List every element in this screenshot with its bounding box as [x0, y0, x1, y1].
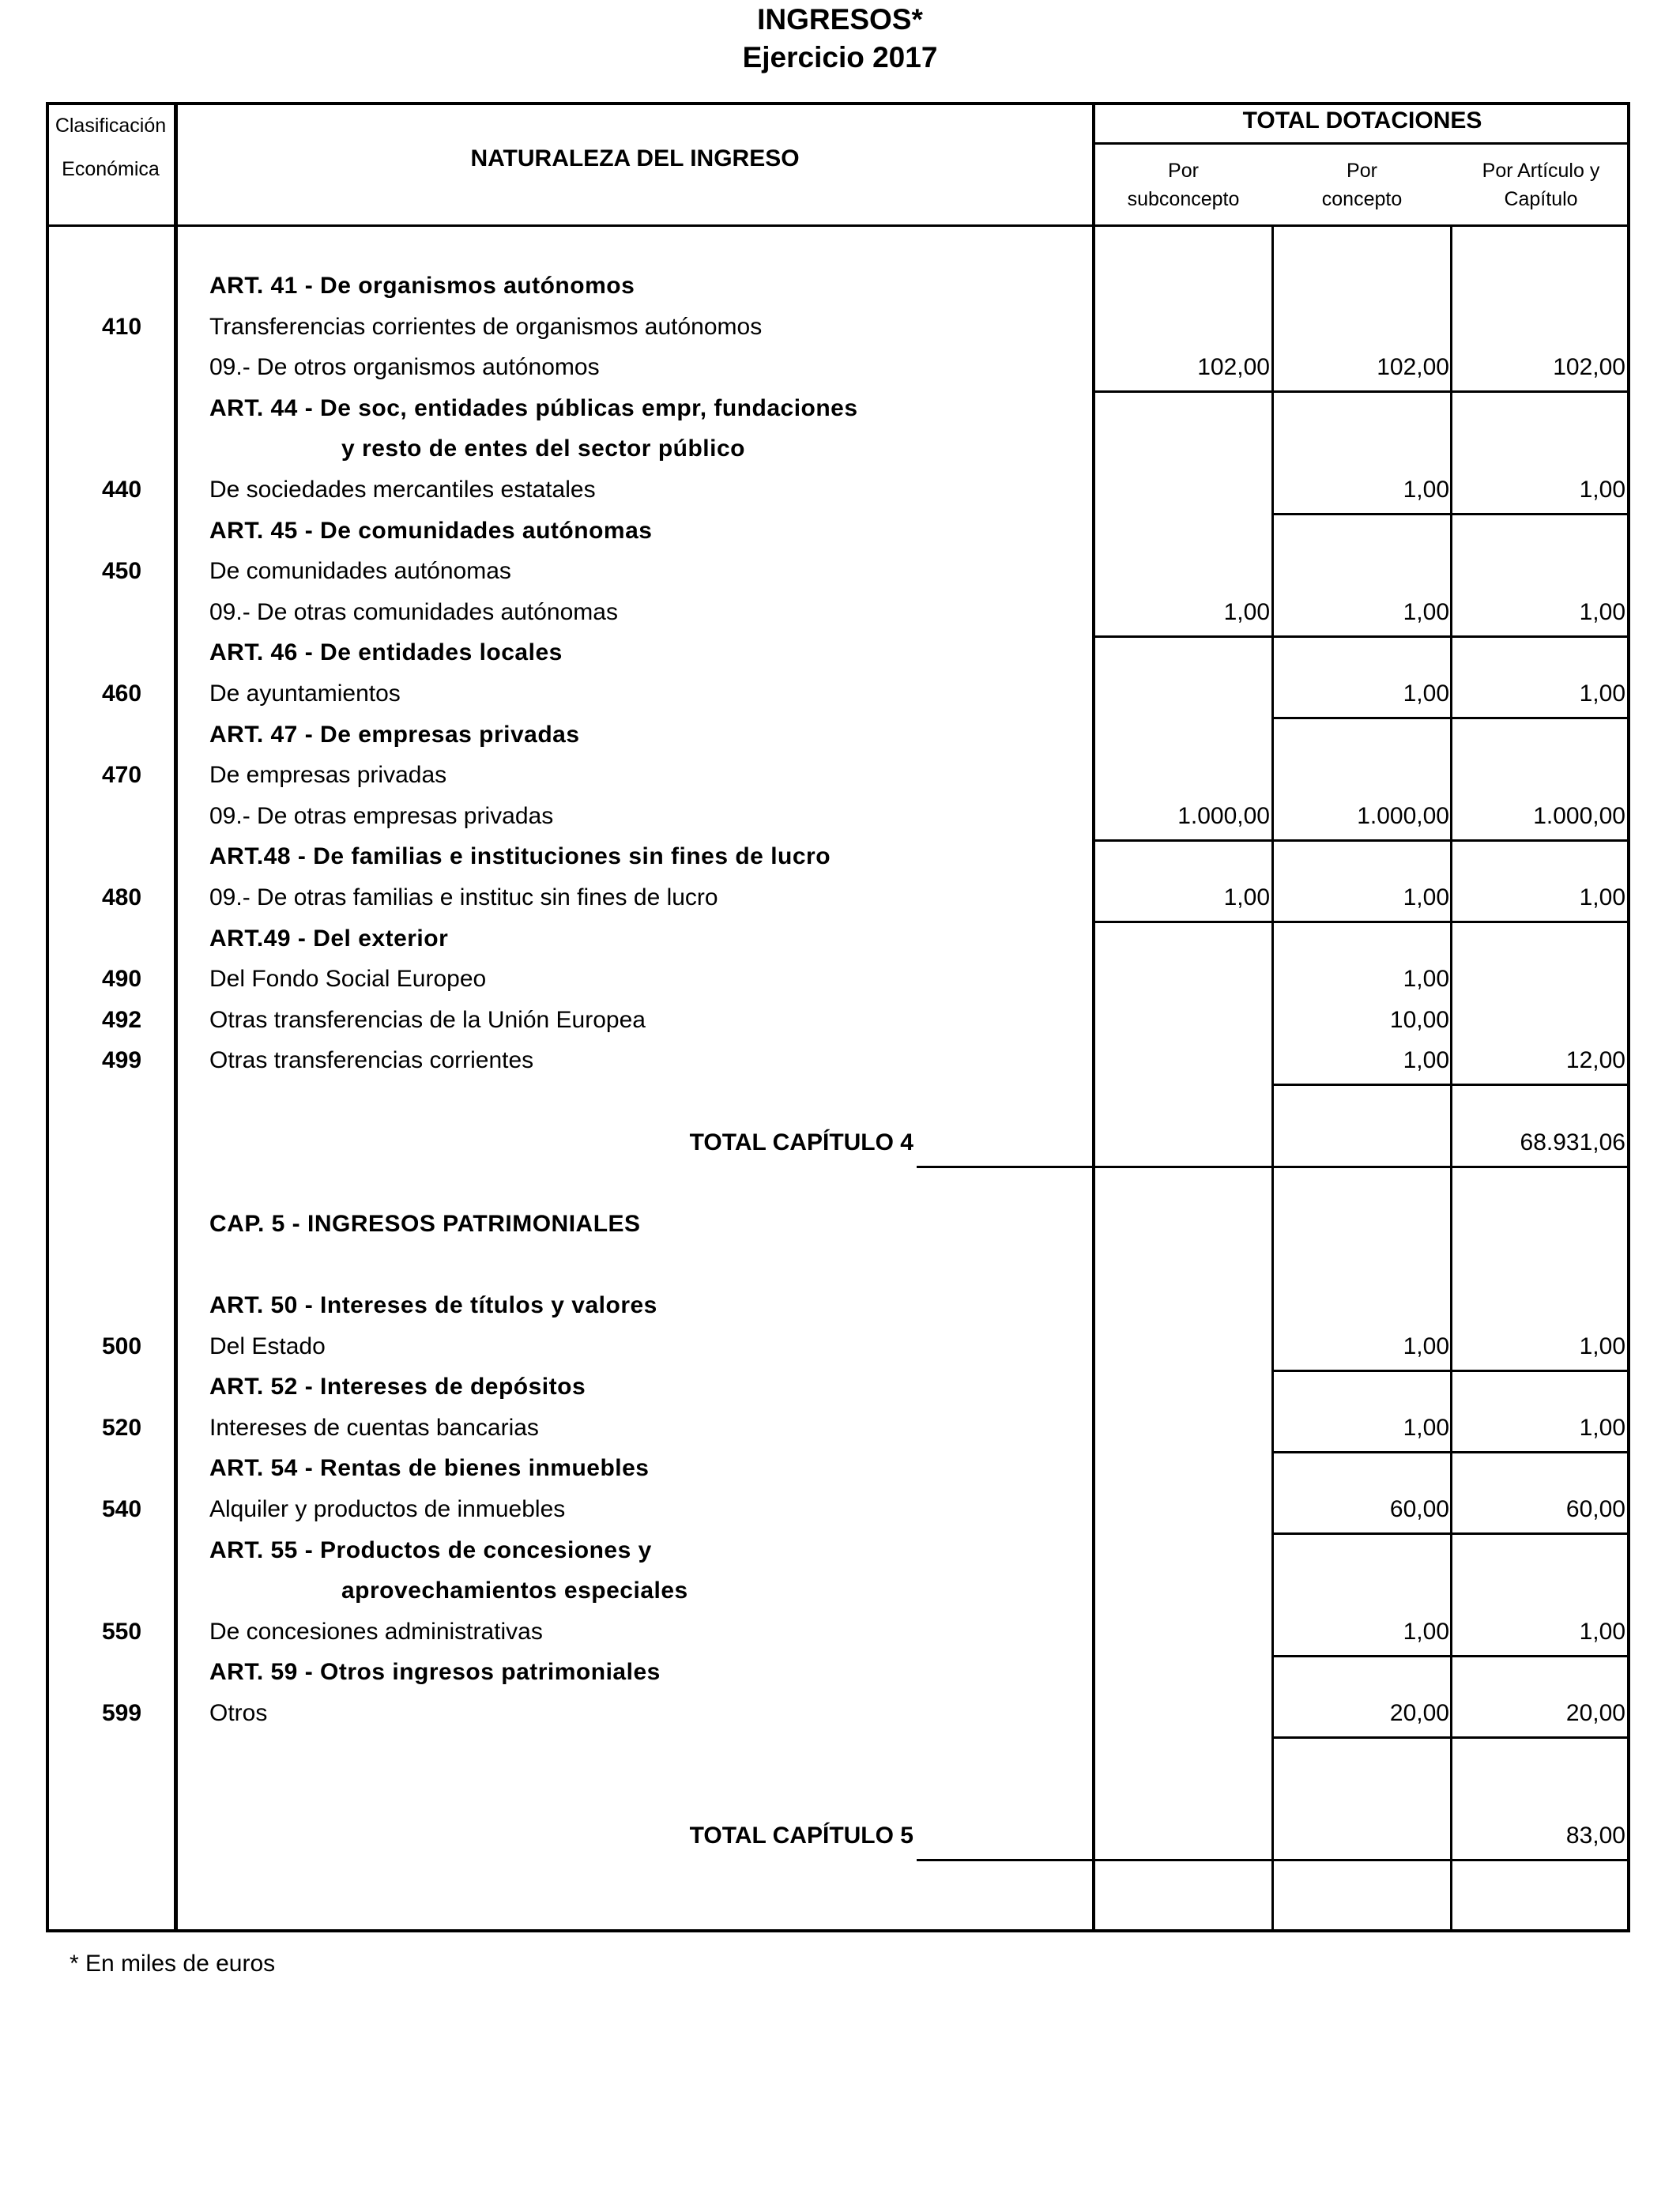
header-rule-bottom [46, 224, 1630, 227]
row-code: 599 [101, 1700, 142, 1726]
value-concepto: 1,00 [1403, 477, 1449, 503]
row-description: De comunidades autónomas [209, 558, 511, 584]
table-row [0, 639, 1680, 680]
amount-underline [1274, 1084, 1629, 1086]
row-code: 480 [101, 884, 142, 910]
value-articulo: 1,00 [1579, 1415, 1625, 1441]
value-articulo: 102,00 [1553, 354, 1625, 380]
row-description: Del Estado [209, 1333, 326, 1359]
row-code: 540 [101, 1496, 142, 1522]
document-title: INGRESOS* [757, 3, 923, 36]
row-description: De ayuntamientos [209, 680, 401, 707]
header-clasificacion: Clasificación [55, 115, 167, 137]
table-row [0, 1741, 1680, 1782]
table-row [0, 1088, 1680, 1129]
footnote: * En miles de euros [70, 1951, 276, 1977]
header-naturaleza: NATURALEZA DEL INGRESO [470, 145, 800, 172]
row-description: 09.- De otras empresas privadas [209, 803, 554, 829]
value-concepto: 1.000,00 [1357, 803, 1449, 829]
amount-underline [1274, 1736, 1629, 1739]
row-heading: aprovechamientos especiales [341, 1578, 688, 1604]
value-articulo: 60,00 [1565, 1496, 1625, 1522]
row-description: 09.- De otras familias e instituc sin fines de lucro [209, 884, 718, 910]
table-row [0, 1496, 1680, 1537]
row-code: 490 [101, 966, 142, 992]
value-subconcepto: 1,00 [1223, 884, 1270, 910]
value-articulo: 1,00 [1579, 1619, 1625, 1645]
value-articulo: 1,00 [1579, 884, 1625, 910]
table-row [0, 1129, 1680, 1171]
table-row [0, 477, 1680, 518]
table-row [0, 354, 1680, 395]
value-articulo: 68.931,06 [1520, 1129, 1625, 1155]
value-articulo: 20,00 [1565, 1700, 1625, 1726]
header-col1-line1: Por [1168, 160, 1199, 182]
table-row [0, 884, 1680, 925]
header-col2 [1274, 156, 1450, 213]
value-concepto: 1,00 [1403, 884, 1449, 910]
table-row [0, 599, 1680, 640]
amount-underline [1095, 839, 1629, 842]
row-heading: ART.49 - Del exterior [209, 925, 449, 952]
row-code: 492 [101, 1007, 142, 1033]
row-description: De empresas privadas [209, 762, 447, 788]
value-articulo: 1,00 [1579, 599, 1625, 625]
amount-underline [1274, 1370, 1629, 1372]
table-row [0, 1781, 1680, 1823]
row-code: 450 [101, 558, 142, 584]
value-concepto: 1,00 [1403, 1047, 1449, 1073]
header-col3 [1452, 156, 1629, 213]
row-description: Alquiler y productos de inmuebles [209, 1496, 566, 1522]
table-row [0, 435, 1680, 477]
total-underline [917, 1859, 1629, 1861]
value-subconcepto: 1,00 [1223, 599, 1270, 625]
row-code: 440 [101, 477, 142, 503]
table-row [0, 1823, 1680, 1864]
value-articulo: 12,00 [1565, 1047, 1625, 1073]
amount-underline [1274, 513, 1629, 515]
value-concepto: 1,00 [1403, 599, 1449, 625]
row-description: 09.- De otros organismos autónomos [209, 354, 600, 380]
table-row [0, 1333, 1680, 1374]
row-code: 460 [101, 680, 142, 707]
amount-underline [1095, 635, 1629, 638]
amount-underline [1274, 1655, 1629, 1657]
table-row [0, 1415, 1680, 1456]
table-row [0, 966, 1680, 1007]
row-heading: CAP. 5 - INGRESOS PATRIMONIALES [209, 1211, 641, 1237]
table-row [0, 1578, 1680, 1619]
table-row [0, 1659, 1680, 1700]
row-heading: ART. 55 - Productos de concesiones y [209, 1537, 652, 1563]
value-concepto: 1,00 [1403, 966, 1449, 992]
table-row [0, 1211, 1680, 1252]
value-articulo: 1,00 [1579, 1333, 1625, 1359]
table-row [0, 925, 1680, 967]
row-heading: ART. 46 - De entidades locales [209, 639, 563, 665]
header-economica: Económica [62, 158, 160, 180]
header-col3-line1: Por Artículo y [1482, 160, 1600, 182]
table-row [0, 314, 1680, 355]
row-heading: ART. 47 - De empresas privadas [209, 722, 580, 748]
table-row [0, 722, 1680, 763]
table-row [0, 558, 1680, 599]
header-col2-line2: concepto [1321, 188, 1403, 210]
row-heading: ART. 52 - Intereses de depósitos [209, 1374, 586, 1400]
header-rule-dotaciones [1094, 142, 1629, 145]
amount-underline [1095, 390, 1629, 393]
row-code: 500 [101, 1333, 142, 1359]
row-description: 09.- De otras comunidades autónomas [209, 599, 618, 625]
row-heading: ART. 44 - De soc, entidades públicas empr, fundaciones [209, 395, 858, 421]
value-articulo: 1.000,00 [1533, 803, 1625, 829]
row-code: 470 [101, 762, 142, 788]
table-row [0, 1537, 1680, 1578]
table-row [0, 1007, 1680, 1048]
total-label: TOTAL CAPÍTULO 5 [689, 1823, 913, 1849]
value-concepto: 1,00 [1403, 1619, 1449, 1645]
total-underline [917, 1166, 1629, 1168]
table-row [0, 1374, 1680, 1415]
value-subconcepto: 102,00 [1197, 354, 1270, 380]
header-col3-line2: Capítulo [1504, 188, 1578, 210]
value-articulo: 1,00 [1579, 680, 1625, 707]
table-row [0, 1047, 1680, 1088]
total-label: TOTAL CAPÍTULO 4 [689, 1129, 913, 1155]
value-concepto: 10,00 [1389, 1007, 1449, 1033]
row-heading: ART. 54 - Rentas de bienes inmuebles [209, 1455, 650, 1481]
value-articulo: 83,00 [1565, 1823, 1625, 1849]
table-row [0, 1251, 1680, 1292]
row-description: Transferencias corrientes de organismos autónomos [209, 314, 763, 340]
document-subtitle: Ejercicio 2017 [742, 41, 938, 74]
row-heading: ART. 50 - Intereses de títulos y valores [209, 1292, 657, 1318]
table-row [0, 843, 1680, 884]
header-col1-line2: subconcepto [1127, 188, 1240, 210]
row-description: Otras transferencias de la Unión Europea [209, 1007, 646, 1033]
table-row [0, 762, 1680, 803]
header-col1 [1095, 156, 1271, 213]
amount-underline [1274, 717, 1629, 719]
table-row [0, 803, 1680, 844]
row-description: De concesiones administrativas [209, 1619, 543, 1645]
value-concepto: 1,00 [1403, 1333, 1449, 1359]
value-concepto: 20,00 [1389, 1700, 1449, 1726]
row-description: Otras transferencias corrientes [209, 1047, 534, 1073]
table-row [0, 1170, 1680, 1211]
value-articulo: 1,00 [1579, 477, 1625, 503]
row-code: 550 [101, 1619, 142, 1645]
amount-underline [1274, 1532, 1629, 1535]
row-description: Intereses de cuentas bancarias [209, 1415, 539, 1441]
row-heading: ART.48 - De familias e instituciones sin fines de lucro [209, 843, 831, 869]
table-row [0, 1700, 1680, 1741]
table-row [0, 1619, 1680, 1660]
value-concepto: 60,00 [1389, 1496, 1449, 1522]
row-description: Del Fondo Social Europeo [209, 966, 487, 992]
row-heading: y resto de entes del sector público [341, 435, 745, 462]
amount-underline [1274, 1451, 1629, 1453]
row-description: De sociedades mercantiles estatales [209, 477, 596, 503]
table-row [0, 680, 1680, 722]
value-concepto: 102,00 [1377, 354, 1449, 380]
value-concepto: 1,00 [1403, 1415, 1449, 1441]
table-row [0, 1455, 1680, 1496]
row-code: 520 [101, 1415, 142, 1441]
header-total-dotaciones: TOTAL DOTACIONES [1242, 107, 1482, 134]
table-row [0, 273, 1680, 314]
amount-underline [1095, 921, 1629, 923]
header-col2-line1: Por [1347, 160, 1377, 182]
value-subconcepto: 1.000,00 [1177, 803, 1270, 829]
row-heading: ART. 59 - Otros ingresos patrimoniales [209, 1659, 661, 1685]
row-code: 499 [101, 1047, 142, 1073]
row-heading: ART. 41 - De organismos autónomos [209, 273, 635, 299]
table-row [0, 518, 1680, 559]
row-heading: ART. 45 - De comunidades autónomas [209, 518, 653, 544]
table-row [0, 1292, 1680, 1333]
table-row [0, 395, 1680, 436]
row-code: 410 [101, 314, 142, 340]
value-concepto: 1,00 [1403, 680, 1449, 707]
row-description: Otros [209, 1700, 268, 1726]
